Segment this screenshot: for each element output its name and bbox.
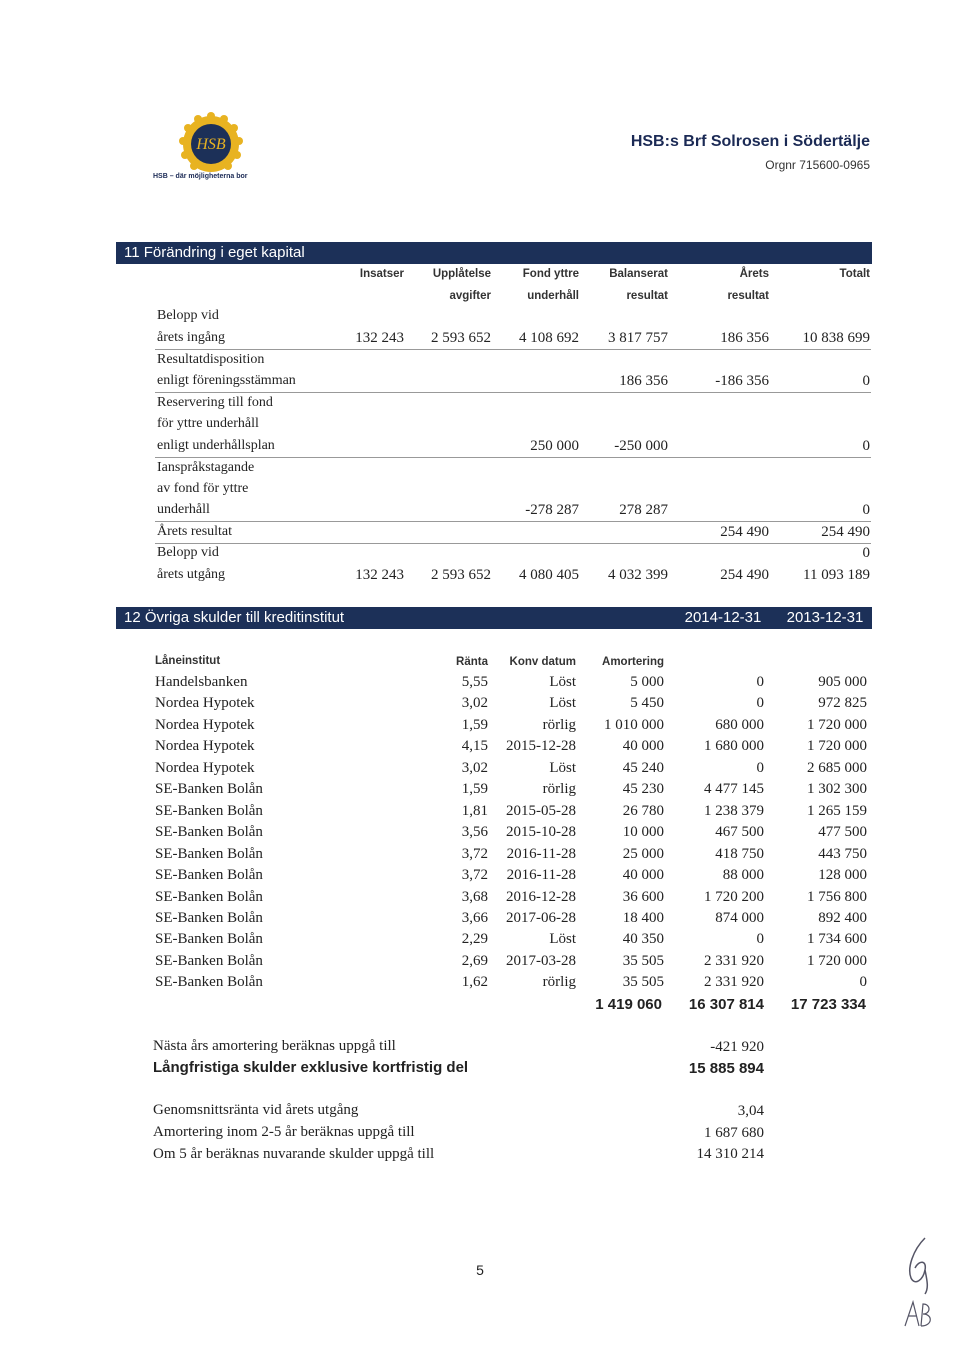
cell: 254 490 [821,524,870,540]
loan-balance-2014: 4 477 145 [704,781,764,798]
divider [155,349,871,350]
row-label: Resultatdisposition [157,352,265,367]
loan-balance-2014: 2 331 920 [704,952,764,969]
hsb-logo [176,108,246,174]
loan-balance-2014: 467 500 [715,824,764,841]
cell: 4 108 692 [519,330,579,346]
loan-balance-2013: 1 720 000 [807,952,867,969]
loan-lender: SE-Banken Bolån [155,909,263,926]
handwritten-initials [895,1230,945,1330]
loan-conv-date: 2017-03-28 [506,952,576,969]
loan-lender: SE-Banken Bolån [155,824,263,841]
svg-text:HSB: HSB [196,136,226,153]
loan-balance-2014: 1 238 379 [704,802,764,819]
cell: 254 490 [720,567,769,583]
loan-balance-2014: 418 750 [715,845,764,862]
loan-rate: 2,69 [461,952,488,969]
loan-balance-2013: 2 685 000 [807,759,867,776]
loan-balance-2014: 88 000 [722,867,764,884]
loan-amortization: 40 350 [622,931,664,948]
loan-conv-date: rörlig [542,781,576,798]
loan-lender: SE-Banken Bolån [155,952,263,969]
logo-caption: HSB – där möjligheterna bor [153,173,248,180]
loan-conv-date: rörlig [542,974,576,991]
row-label: Årets resultat [157,524,233,539]
section-12-title-bar [116,607,872,629]
next-year-amortization-label: Nästa års amortering beräknas uppgå till [153,1038,396,1054]
cell: 132 243 [355,330,404,346]
date-2014-header: 2014-12-31 [684,609,762,626]
section-11-title: 11 Förändring i eget kapital [116,242,872,264]
loan-balance-2013: 443 750 [818,845,867,862]
date-2013-header: 2013-12-31 [786,609,864,626]
loan-balance-2014: 874 000 [715,909,764,926]
total-2013: 17 723 334 [790,996,866,1013]
loan-balance-2013: 905 000 [818,674,867,690]
loan-balance-2013: 1 756 800 [807,888,867,905]
col-header-insatser: Insatser [359,268,404,280]
loan-amortization: 40 000 [622,738,664,755]
cell: 250 000 [530,438,579,454]
loan-rate: 4,15 [461,738,488,755]
cell: -186 356 [715,373,769,389]
loan-amortization: 26 780 [622,802,664,819]
loan-balance-2013: 1 720 000 [807,716,867,733]
row-label: Ianspråkstagande [157,460,255,475]
organization-number: Orgnr 715600-0965 [765,158,870,172]
loan-amortization: 1 010 000 [604,716,664,733]
amort-2-5-label: Amortering inom 2-5 år beräknas uppgå till [153,1124,415,1140]
loan-balance-2013: 972 825 [818,695,867,712]
loan-conv-date: 2017-06-28 [506,909,576,926]
loan-balance-2013: 1 302 300 [807,781,867,798]
row-label: av fond för yttre [157,481,249,496]
loan-amortization: 18 400 [622,909,664,926]
cell: 2 593 652 [431,567,491,583]
loan-rate: 1,59 [461,781,488,798]
loan-conv-date: 2015-10-28 [506,824,576,841]
loan-balance-2014: 0 [756,674,764,690]
loan-balance-2014: 680 000 [715,716,764,733]
avg-rate-value: 3,04 [737,1103,764,1119]
header-rate: Ränta [456,656,488,668]
avg-rate-label: Genomsnittsränta vid årets utgång [153,1102,359,1118]
cell: 186 356 [720,330,769,346]
loan-conv-date: 2015-12-28 [506,738,576,755]
loan-rate: 3,72 [461,867,488,884]
loan-rate: 3,68 [461,888,488,905]
row-label: Belopp vid [157,545,219,560]
loan-conv-date: 2016-12-28 [506,888,576,905]
loan-balance-2013: 128 000 [818,867,867,884]
amort-2-5-value: 1 687 680 [704,1125,764,1141]
col-header-upplatelse-2: avgifter [449,290,491,302]
col-header-balanserat: Balanserat [609,268,668,280]
cell: 132 243 [355,567,404,583]
loan-rate: 1,81 [461,802,488,819]
cell: 3 817 757 [608,330,668,346]
loan-balance-2014: 0 [756,759,764,776]
loan-balance-2014: 2 331 920 [704,974,764,991]
col-header-upplatelse: Upplåtelse [432,268,491,280]
row-label: för yttre underhåll [157,416,259,431]
cell: 0 [862,545,870,561]
loan-balance-2014: 1 680 000 [704,738,764,755]
row-label: Belopp vid [157,308,219,323]
loan-balance-2013: 477 500 [818,824,867,841]
cell: 0 [862,438,870,454]
loan-lender: Nordea Hypotek [155,716,255,733]
loan-balance-2013: 0 [859,974,867,991]
header-conv-date: Konv datum [509,656,576,668]
loan-amortization: 35 505 [622,952,664,969]
loan-balance-2013: 892 400 [818,909,867,926]
loan-amortization: 5 450 [630,695,664,712]
loan-amortization: 10 000 [622,824,664,841]
debt-5-years-value: 14 310 214 [696,1146,764,1162]
loan-lender: SE-Banken Bolån [155,888,263,905]
page-number: 5 [476,1262,484,1278]
divider [155,521,871,522]
divider [155,543,871,544]
cell: 278 287 [619,502,668,518]
loan-lender: Nordea Hypotek [155,738,255,755]
loan-balance-2013: 1 720 000 [807,738,867,755]
organization-name: HSB:s Brf Solrosen i Södertälje [630,133,870,150]
cell: 4 080 405 [519,567,579,583]
loan-balance-2013: 1 265 159 [807,802,867,819]
total-amortization: 1 419 060 [595,996,662,1013]
loan-rate: 1,62 [461,974,488,991]
cell: -278 287 [525,502,579,518]
loan-lender: SE-Banken Bolån [155,867,263,884]
long-term-debt-value: 15 885 894 [688,1060,764,1077]
loan-conv-date: 2015-05-28 [506,802,576,819]
loan-lender: Nordea Hypotek [155,695,255,712]
col-header-arets: Årets [739,268,769,280]
col-header-fond-2: underhåll [527,290,579,302]
cell: 11 093 189 [803,567,870,583]
loan-balance-2013: 1 734 600 [807,931,867,948]
loan-lender: Nordea Hypotek [155,759,255,776]
col-header-fond: Fond yttre [522,268,579,280]
loan-lender: SE-Banken Bolån [155,802,263,819]
row-label: årets ingång [157,330,226,345]
total-2014: 16 307 814 [688,996,764,1013]
divider [155,457,871,458]
debt-5-years-label: Om 5 år beräknas nuvarande skulder uppgå till [153,1146,435,1162]
col-header-arets-2: resultat [727,290,769,302]
header-amortization: Amortering [602,656,664,668]
loan-balance-2014: 0 [756,931,764,948]
loan-lender: SE-Banken Bolån [155,781,263,798]
loan-conv-date: Löst [549,759,576,776]
divider [155,392,871,393]
row-label: underhåll [157,502,210,517]
loan-rate: 3,66 [461,909,488,926]
loan-balance-2014: 1 720 200 [704,888,764,905]
row-label: enligt underhållsplan [157,438,275,453]
row-label: Reservering till fond [157,395,273,410]
loan-rate: 3,02 [461,695,488,712]
col-header-totalt: Totalt [839,268,870,280]
cell: 10 838 699 [802,330,870,346]
cell: 0 [862,373,870,389]
loan-conv-date: 2016-11-28 [506,845,576,862]
loan-conv-date: Löst [549,695,576,712]
cell: 186 356 [619,373,668,389]
loan-amortization: 45 240 [622,759,664,776]
loan-amortization: 45 230 [622,781,664,798]
next-year-amortization-value: -421 920 [710,1039,764,1055]
long-term-debt-label: Långfristiga skulder exklusive kortfristig del [153,1059,469,1076]
cell: 2 593 652 [431,330,491,346]
loan-conv-date: Löst [549,931,576,948]
loan-balance-2014: 0 [756,695,764,712]
loan-rate: 5,55 [461,674,488,690]
loan-rate: 1,59 [461,716,488,733]
row-label: årets utgång [157,567,226,582]
loan-lender: Handelsbanken [155,674,248,690]
loan-conv-date: 2016-11-28 [506,867,576,884]
loan-lender: SE-Banken Bolån [155,845,263,862]
loan-conv-date: rörlig [542,716,576,733]
loan-conv-date: Löst [549,674,576,690]
loan-lender: SE-Banken Bolån [155,931,263,948]
loan-amortization: 5 000 [630,674,664,690]
col-header-balanserat-2: resultat [626,290,668,302]
loan-rate: 3,72 [461,845,488,862]
loan-rate: 3,56 [461,824,488,841]
cell: 0 [862,502,870,518]
loan-rate: 2,29 [461,931,488,948]
header-lender: Låneinstitut [155,655,221,667]
loan-amortization: 40 000 [622,867,664,884]
loan-rate: 3,02 [461,759,488,776]
loan-lender: SE-Banken Bolån [155,974,263,991]
cell: -250 000 [614,438,668,454]
row-label: enligt föreningsstämman [157,373,296,388]
cell: 4 032 399 [608,567,668,583]
loan-amortization: 35 505 [622,974,664,991]
loan-amortization: 25 000 [622,845,664,862]
loan-amortization: 36 600 [622,888,664,905]
cell: 254 490 [720,524,769,540]
section-12-title: 12 Övriga skulder till kreditinstitut [124,609,345,626]
